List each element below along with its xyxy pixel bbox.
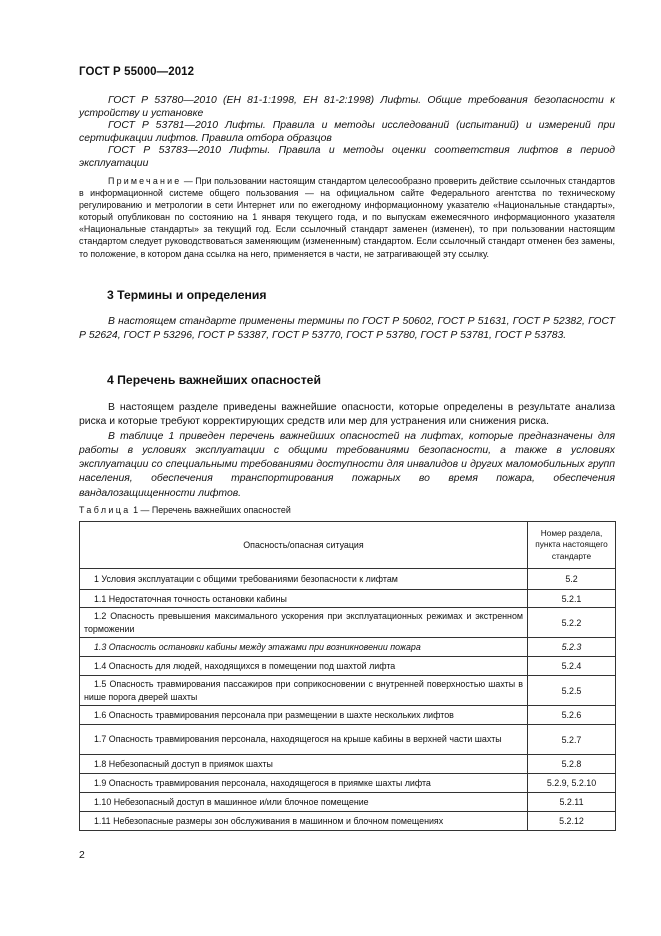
hazard-cell: 1.4 Опасность для людей, находящихся в помещении под шахтой лифта [94, 661, 396, 671]
section-4-title: 4 Перечень важнейших опасностей [107, 373, 321, 387]
table-row [80, 657, 616, 676]
hazard-cell: 1.9 Опасность травмирования персонала, находящегося в приямке шахты лифта [94, 778, 431, 788]
normative-references [79, 95, 615, 171]
section-ref-cell: 5.2.6 [528, 706, 616, 725]
section-4-paragraph-1: В настоящем разделе приведены важнейшие опасности, которые определены в результате анализа риска и которые требуют корректирующих средств или мер для устранения или снижения риска. [79, 402, 615, 428]
table-header-row [80, 522, 616, 569]
hazard-cell: 1.11 Небезопасные размеры зон обслуживания в машинном и блочном помещениях [94, 816, 444, 826]
section-ref-cell: 5.2.12 [528, 812, 616, 831]
note-block [79, 175, 615, 260]
table-row [80, 755, 616, 774]
note-label: Примечание [108, 176, 182, 186]
table-row [80, 569, 616, 590]
hazard-cell: 1 Условия эксплуатации с общими требованиями безопасности к лифтам [94, 574, 398, 584]
table-row [80, 676, 616, 706]
hazard-cell: 1.6 Опасность травмирования персонала при размещении в шахте нескольких лифтов [94, 710, 454, 720]
table-caption [79, 505, 291, 515]
section-ref-cell: 5.2.2 [528, 608, 616, 638]
table-caption-label: Таблица [79, 505, 131, 515]
document-header: ГОСТ Р 55000—2012 [79, 66, 195, 78]
table-row [80, 590, 616, 608]
section-3-text-block [79, 315, 615, 344]
section-ref-cell: 5.2.7 [528, 725, 616, 755]
section-4-paragraph-2: В таблице 1 приведен перечень важнейших опасностей на лифтах, которые предназначены для работы в условиях эксплуатации с общими требованиями безопасности, а также в условиях эксплуатации со специальными требованиями доступности для инвалидов и других маломобильных групп населения, обеспечения транспортирования пожарных во время пожара, обеспечения вандалозащищенности лифтов. [79, 430, 615, 499]
column-header-section: Номер раздела, пункта настоящего стандарте [528, 522, 616, 569]
table-caption-title: 1 — Перечень важнейших опасностей [130, 505, 291, 515]
hazard-cell: 1.7 Опасность травмирования персонала, находящегося на крыше кабины в верхней части шахты [94, 734, 502, 745]
hazards-table [79, 521, 616, 831]
section-4-text-block [79, 401, 615, 501]
reference-item: ГОСТ Р 53780—2010 (ЕН 81-1:1998, ЕН 81-2:1998) Лифты. Общие требования безопасности к устройству и установке [79, 95, 615, 119]
section-3-title: 3 Термины и определения [107, 288, 267, 302]
hazard-cell: 1.3 Опасность остановки кабины между этажами при возникновении пожара [94, 642, 421, 652]
section-ref-cell: 5.2 [528, 569, 616, 590]
table-row [80, 608, 616, 638]
table-row [80, 725, 616, 755]
reference-item: ГОСТ Р 53781—2010 Лифты. Правила и методы исследований (испытаний) и измерений при сертификации лифтов. Правила отбора образцов [79, 120, 615, 144]
hazard-cell: 1.5 Опасность травмирования пассажиров при соприкосновении с внутренней поверхностью шахты в нише порога дверей шахты [84, 679, 523, 702]
hazard-cell: 1.8 Небезопасный доступ в приямок шахты [94, 759, 273, 769]
hazard-cell: 1.2 Опасность превышения максимального ускорения при эксплуатационных режимах и экстренном торможении [84, 611, 523, 634]
column-header-hazard: Опасность/опасная ситуация [80, 522, 528, 569]
section-ref-cell: 5.2.5 [528, 676, 616, 706]
reference-item: ГОСТ Р 53783—2010 Лифты. Правила и методы оценки соответствия лифтов в период эксплуатации [79, 145, 615, 169]
section-ref-cell: 5.2.1 [528, 590, 616, 608]
table-row [80, 812, 616, 831]
section-ref-cell: 5.2.3 [528, 638, 616, 657]
table-row [80, 774, 616, 793]
hazard-cell: 1.10 Небезопасный доступ в машинное и/или блочное помещение [94, 797, 369, 807]
hazard-cell: 1.1 Недостаточная точность остановки кабины [94, 593, 287, 604]
section-ref-cell: 5.2.4 [528, 657, 616, 676]
table-row [80, 706, 616, 725]
section-3-text: В настоящем стандарте применены термины по ГОСТ Р 50602, ГОСТ Р 51631, ГОСТ Р 52382, ГОСТ Р 52624, ГОСТ Р 53296, ГОСТ Р 53387, ГОСТ Р 53770, ГОСТ Р 53780, ГОСТ Р 53781, ГОСТ Р 53783. [79, 316, 615, 342]
section-ref-cell: 5.2.8 [528, 755, 616, 774]
section-ref-cell: 5.2.11 [528, 793, 616, 812]
section-ref-cell: 5.2.9, 5.2.10 [528, 774, 616, 793]
table-row [80, 638, 616, 657]
page-number: 2 [79, 850, 85, 861]
table-row [80, 793, 616, 812]
note-text: — При пользовании настоящим стандартом целесообразно проверить действие ссылочных стандартов в информационной системе общего пользования — на официальном сайте Федерального агентства по техническому регулированию и метрологии в сети Интернет или по ежегодному информационному указателю «Национальные стандарты», который опубликован по состоянию на 1 января текущего года, и по выпускам ежемесячного информационного указателя «Национальные стандарты» за текущий год. Если ссылочный стандарт заменен (изменен), то при пользовании настоящим стандартом следует руководствоваться заменяющим (измененным) стандартом. Если ссылочный стандарт отменен без замены, то положение, в котором дана ссылка на него, применяется в части, не затрагивающей эту ссылку. [79, 176, 615, 259]
